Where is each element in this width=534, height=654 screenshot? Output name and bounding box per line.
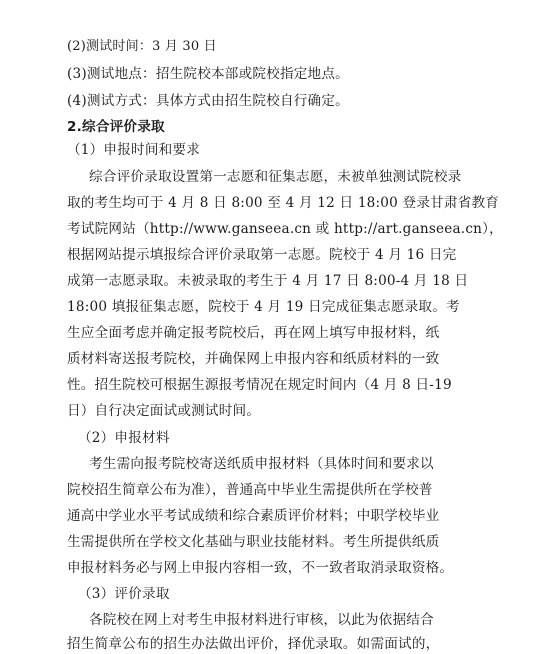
paragraph-line: 各院校在网上对考生申报材料进行审核，以此为依据结合 xyxy=(89,612,434,628)
paragraph-line: 质材料寄送报考院校，并确保网上申报内容和纸质材料的一致 xyxy=(67,351,440,367)
paragraph-line: 院校招生简章公布为准），普通高中毕业生需提供所在学校普 xyxy=(67,482,433,498)
paragraph-line: 取的考生均可于 4 月 8 日 8:00 至 4 月 12 日 18:00 登录甘肃省教育 xyxy=(67,195,500,211)
paragraph-line: 日）自行决定面试或测试时间。 xyxy=(67,403,261,419)
section-heading-comprehensive-evaluation: 2.综合评价录取 xyxy=(67,119,165,135)
paragraph-line: 成第一志愿录取。未被录取的考生于 4 月 17 日 8:00-4 月 18 日 xyxy=(67,273,469,289)
paragraph-line: 考试院网站（http://www.ganseea.cn 或 http://art.ganseea.cn）， xyxy=(67,221,503,237)
paragraph-line: 综合评价录取设置第一志愿和征集志愿，未被单独测试院校录 xyxy=(89,169,462,185)
paragraph-line: 申报材料务必与网上申报内容相一致，不一致者取消录取资格。 xyxy=(67,560,454,576)
paragraph-line: 根据网站提示填报综合评价录取第一志愿。院校于 4 月 16 日完 xyxy=(67,247,457,263)
subheading-application-materials: （2）申报材料 xyxy=(78,430,170,446)
paragraph-line: 生需提供所在学校文化基础与职业技能材料。考生所提供纸质 xyxy=(67,534,440,550)
paragraph-line: 通高中学业水平考试成绩和综合素质评价材料；中职学校毕业 xyxy=(67,508,440,524)
paragraph-line: 考生需向报考院校寄送纸质申报材料（具体时间和要求以 xyxy=(89,456,434,472)
paragraph-line: 招生简章公布的招生办法做出评价，择优录取。如需面试的， xyxy=(67,636,440,652)
paragraph-line: 性。招生院校可根据生源报考情况在规定时间内（4 月 8 日-19 xyxy=(67,377,452,393)
test-location-line: (3)测试地点：招生院校本部或院校指定地点。 xyxy=(67,66,349,82)
paragraph-line: 18:00 填报征集志愿，院校于 4 月 19 日完成征集志愿录取。考 xyxy=(67,299,460,315)
test-method-line: (4)测试方式：具体方式由招生院校自行确定。 xyxy=(67,93,349,109)
test-time-line: (2)测试时间：3 月 30 日 xyxy=(67,39,217,54)
subheading-evaluation-admission: （3）评价录取 xyxy=(78,586,170,602)
subheading-application-time: （1）申报时间和要求 xyxy=(67,142,200,158)
paragraph-line: 生应全面考虑并确定报考院校后，再在网上填写申报材料，纸 xyxy=(67,325,440,341)
